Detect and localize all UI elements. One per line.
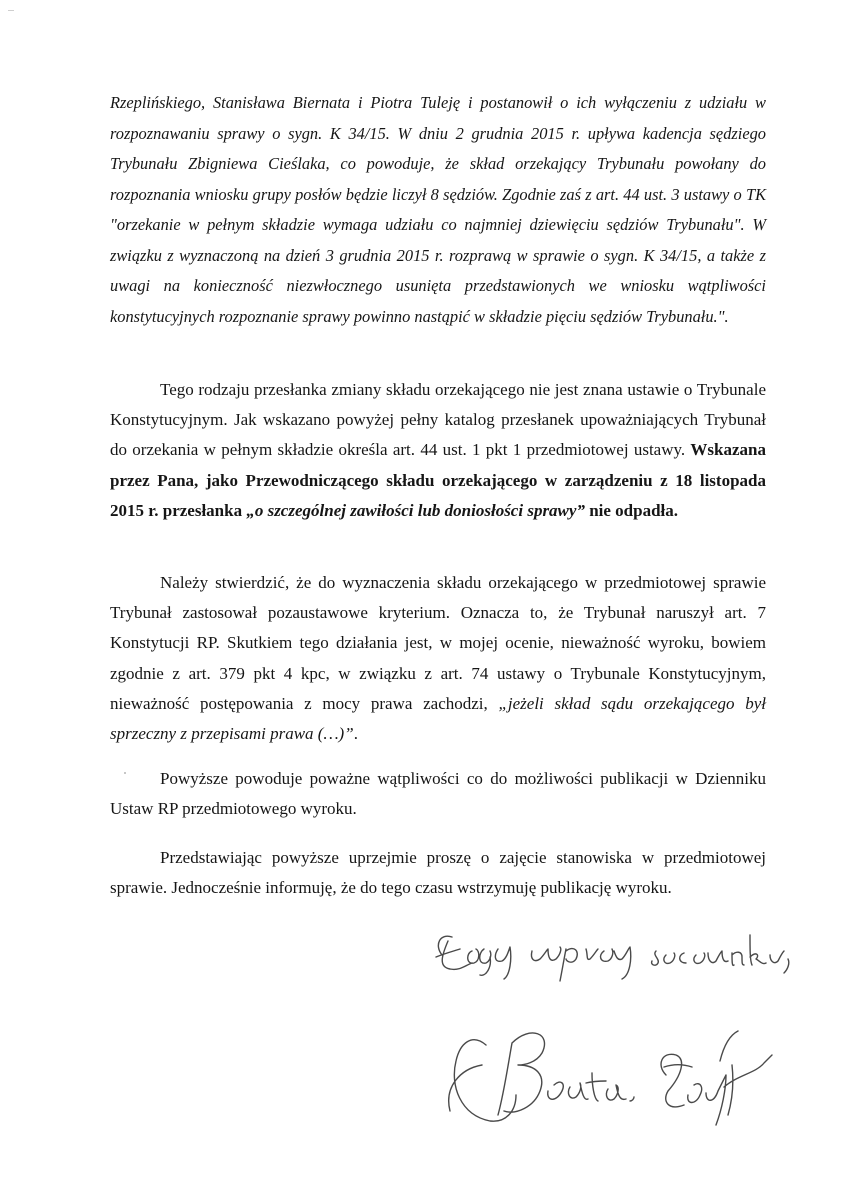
- paragraph-4: [110, 843, 766, 903]
- paragraph-2-italic: „jeżeli skład sądu orzekającego był sprzeczny z przepisami prawa (…)”: [110, 693, 766, 744]
- signature-name-eata: [548, 1073, 634, 1101]
- scan-mark: [8, 10, 14, 11]
- paragraph-4-text: Przedstawiając powyższe uprzejmie proszę o zajęcie stanowiska w przedmiotowej sprawie. Jednocześnie informuję, że do tego czasu wstrzymuję publikację wyroku.: [110, 848, 766, 898]
- paragraph-2-text: Należy stwierdzić, że do wyznaczenia składu orzekającego w przedmiotowej sprawie Trybunał zastosował pozaustawowe kryterium. Oznacza to, że Trybunał naruszył art. 7 Konstytucji RP. Skutkiem tego działania jest, w mojej ocenie, nieważność wyroku, bowiem zgodnie z art. 379 pkt 4 kpc, w związku z art. 74 ustawy o Trybunale Konstytucyjnym, nieważność postępowania z mocy prawa zachodzi,: [110, 573, 766, 713]
- paragraph-3-text: Powyższe powoduje poważne wątpliwości co do możliwości publikacji w Dzienniku Ustaw RP przedmiotowego wyroku.: [110, 769, 766, 819]
- signature-flourish: [449, 1031, 738, 1111]
- signature-name-szydlo: [661, 1054, 772, 1125]
- paragraph-1-text: Tego rodzaju przesłanka zmiany składu orzekającego nie jest znana ustawie o Trybunale Konstytucyjnym. Jak wskazano powyżej pełny katalog przesłanek upoważniających Trybunał do orzekania w pełnym składzie określa art. 44 ust. 1 pkt 1 przedmiotowej ustawy.: [110, 380, 766, 460]
- paragraph-3: [110, 764, 766, 824]
- paragraph-1-bold-end: nie odpadła.: [584, 500, 679, 520]
- paragraph-1: [110, 375, 766, 526]
- paragraph-2: [110, 568, 766, 749]
- paragraph-1-bold-italic: „o szczególnej zawiłości lub doniosłości sprawy”: [246, 500, 585, 520]
- quoted-text: Rzeplińskiego, Stanisława Biernata i Piotra Tuleję i postanowił o ich wyłączeniu z udziału w rozpoznawaniu sprawy o sygn. K 34/15. W dniu 2 grudnia 2015 r. upływa kadencja sędziego Trybunału Zbigniewa Cieślaka, co powoduje, że skład orzekający Trybunału powołany do rozpoznania wniosku grupy posłów będzie liczył 8 sędziów. Zgodnie zaś z art. 44 ust. 3 ustawy o TK "orzekanie w pełnym składzie wymaga udziału co najmniej dziewięciu sędziów Trybunału". W związku z wyznaczoną na dzień 3 grudnia 2015 r. rozprawą w sprawie o sygn. K 34/15, a także z uwagi na konieczność niezwłocznego usunięta przedstawionych we wniosku wątpliwości konstytucyjnych rozpoznanie sprawy powinno nastąpić w składzie pięciu sędziów Trybunału.".: [110, 93, 766, 326]
- closing-handwriting-word-1: [436, 936, 511, 979]
- signature-name-b: [454, 1033, 544, 1121]
- handwritten-signature: [420, 915, 820, 1155]
- closing-handwriting-word-2: [531, 947, 630, 981]
- closing-handwriting-word-3: [652, 935, 789, 973]
- paragraph-2-end: .: [353, 724, 358, 744]
- paragraph-1-bold: Wskazana przez Pana, jako Przewodniczącego składu orzekającego w zarządzeniu z 18 listopada 2015 r. przesłanka: [110, 440, 766, 520]
